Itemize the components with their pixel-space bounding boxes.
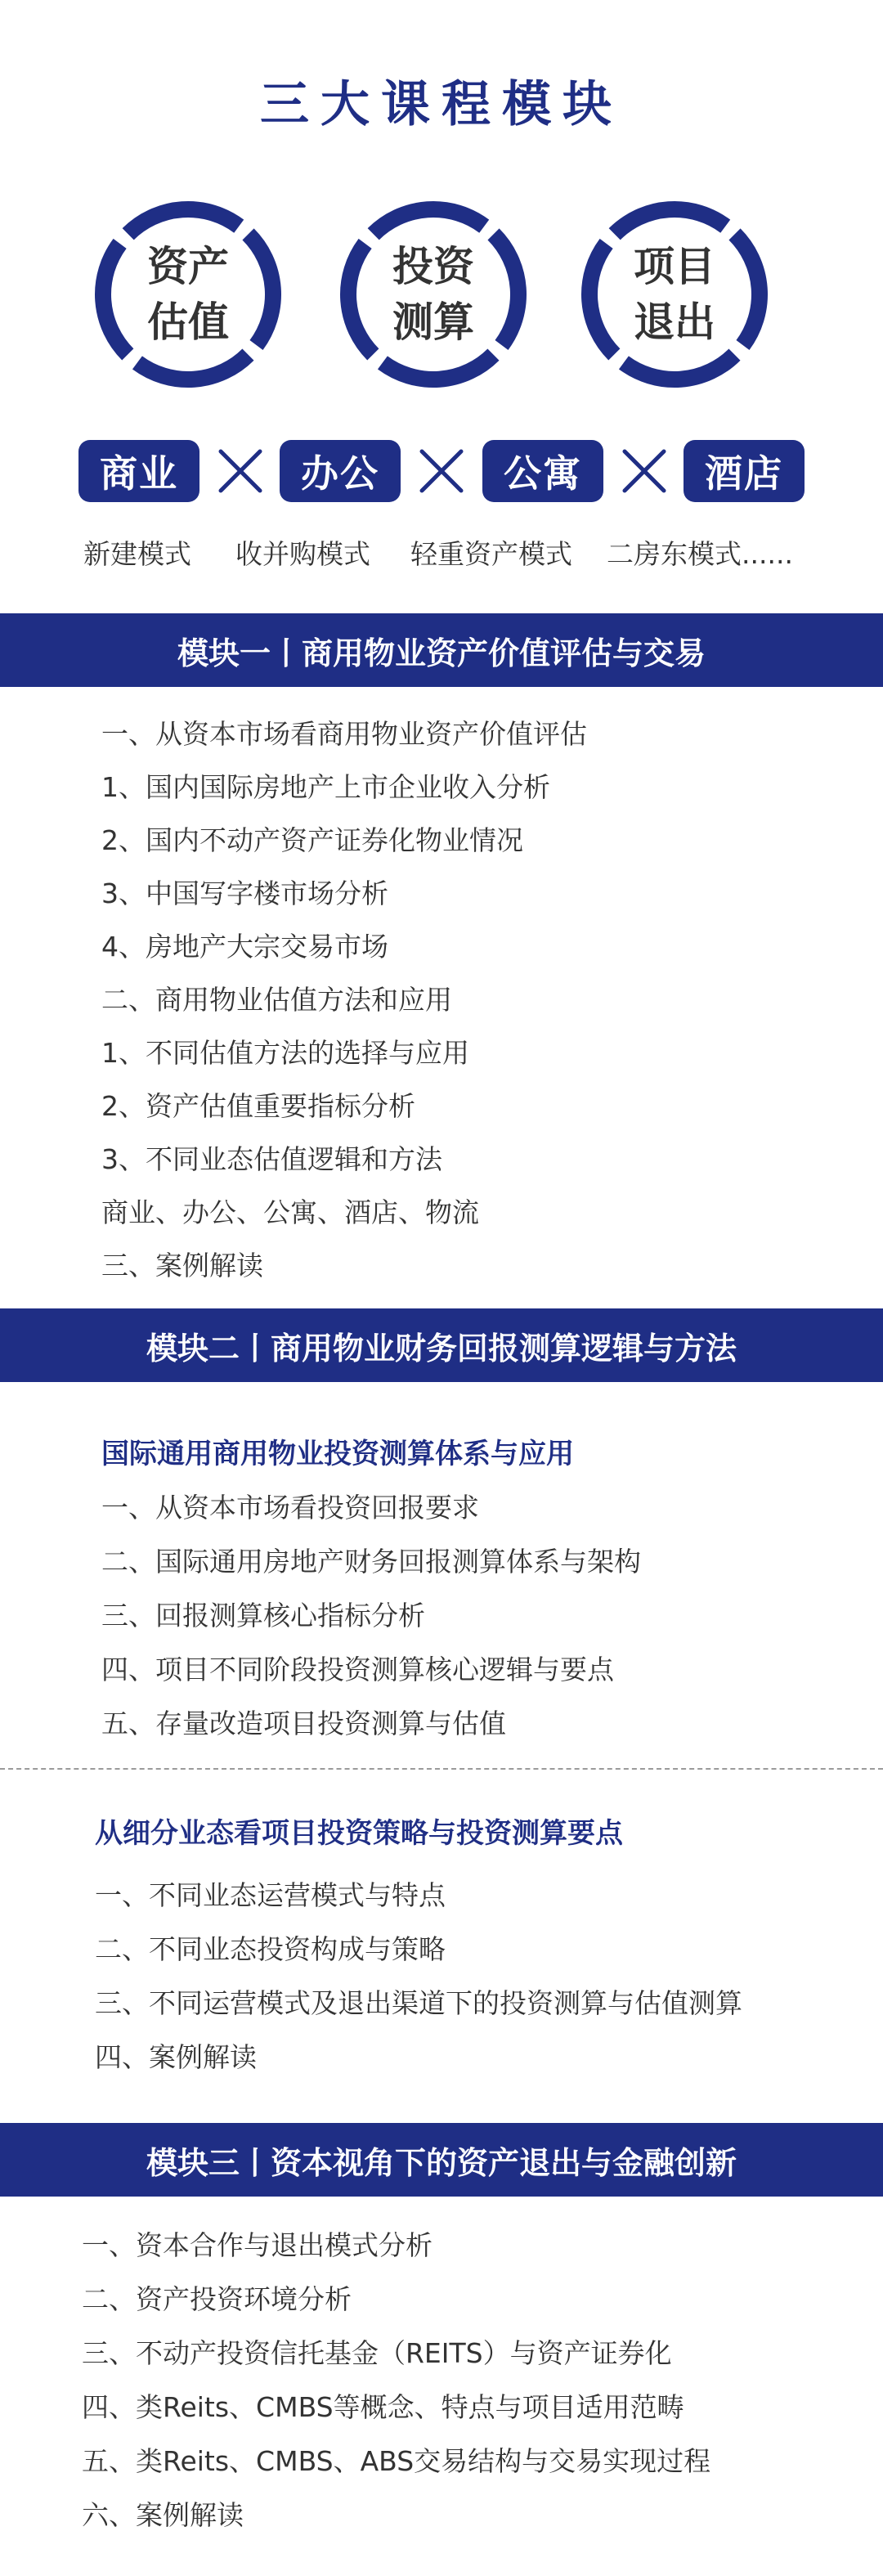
module1-item: 3、不同业态估值逻辑和方法	[101, 1143, 442, 1175]
module2-section1-item: 三、回报测算核心指标分析	[101, 1600, 425, 1631]
module1-item: 一、从资本市场看商用物业资产价值评估	[101, 718, 587, 750]
module3-item: 二、资产投资环境分析	[82, 2283, 352, 2315]
module2-section1-item: 四、项目不同阶段投资测算核心逻辑与要点	[101, 1654, 614, 1685]
module2-section2-item: 三、不同运营模式及退出渠道下的投资测算与估值测算	[95, 1987, 742, 2019]
cross-icon	[216, 447, 265, 496]
module2-section2-heading: 从细分业态看项目投资策略与投资测算要点	[95, 1817, 623, 1850]
tag-commercial: 商业	[78, 440, 199, 502]
module1-item: 1、国内国际房地产上市企业收入分析	[101, 771, 550, 803]
module2-section1-item: 五、存量改造项目投资测算与估值	[101, 1708, 506, 1739]
module3-item: 六、案例解读	[82, 2499, 244, 2531]
circle-line1: 项目	[634, 243, 715, 290]
module2-section1-item: 一、从资本市场看投资回报要求	[101, 1492, 479, 1524]
module3-banner: 模块三丨资本视角下的资产退出与金融创新	[0, 2123, 883, 2197]
module1-item: 3、中国写字楼市场分析	[101, 877, 388, 909]
module1-item: 二、商用物业估值方法和应用	[101, 984, 452, 1016]
page-title: 三大课程模块	[260, 76, 623, 133]
mode-new-build: 新建模式	[83, 538, 191, 570]
module2-section1-heading: 国际通用商用物业投资测算体系与应用	[101, 1438, 574, 1470]
module2-section2-item: 四、案例解读	[95, 2041, 257, 2073]
module1-banner: 模块一丨商用物业资产价值评估与交易	[0, 613, 883, 687]
module1-item: 三、案例解读	[101, 1250, 263, 1281]
module3-item: 三、不动产投资信托基金（REITS）与资产证券化	[82, 2337, 672, 2369]
module3-item: 五、类Reits、CMBS、ABS交易结构与交易实现过程	[82, 2445, 711, 2477]
circle-line2: 测算	[392, 298, 474, 346]
module2-section1-item: 二、国际通用房地产财务回报测算体系与架构	[101, 1546, 641, 1577]
module2-section2-item: 二、不同业态投资构成与策略	[95, 1933, 446, 1965]
mode-sublease: 二房东模式......	[607, 538, 793, 570]
module2-banner: 模块二丨商用物业财务回报测算逻辑与方法	[0, 1308, 883, 1382]
circle-project-exit	[576, 196, 773, 393]
module1-item: 2、资产估值重要指标分析	[101, 1090, 415, 1122]
mode-asset-light-heavy: 轻重资产模式	[410, 538, 572, 570]
circle-line1: 资产	[147, 243, 229, 290]
module3-item: 一、资本合作与退出模式分析	[82, 2229, 433, 2261]
module1-item: 商业、办公、公寓、酒店、物流	[101, 1196, 479, 1228]
circle-asset-valuation	[90, 196, 286, 393]
section-divider	[0, 1768, 883, 1770]
circle-investment-calculation	[335, 196, 531, 393]
circle-line1: 投资	[392, 243, 474, 290]
tag-office: 办公	[280, 440, 401, 502]
tag-apartment: 公寓	[482, 440, 603, 502]
module2-section2-item: 一、不同业态运营模式与特点	[95, 1879, 446, 1911]
module1-item: 1、不同估值方法的选择与应用	[101, 1037, 469, 1069]
module1-item: 2、国内不动产资产证券化物业情况	[101, 824, 523, 856]
tag-hotel: 酒店	[684, 440, 805, 502]
module1-item: 4、房地产大宗交易市场	[101, 931, 388, 963]
circle-line2: 退出	[634, 298, 715, 346]
circle-line2: 估值	[147, 298, 229, 346]
mode-acquisition: 收并购模式	[235, 538, 370, 570]
module3-item: 四、类Reits、CMBS等概念、特点与项目适用范畴	[82, 2391, 684, 2423]
cross-icon	[417, 447, 466, 496]
cross-icon	[620, 447, 669, 496]
